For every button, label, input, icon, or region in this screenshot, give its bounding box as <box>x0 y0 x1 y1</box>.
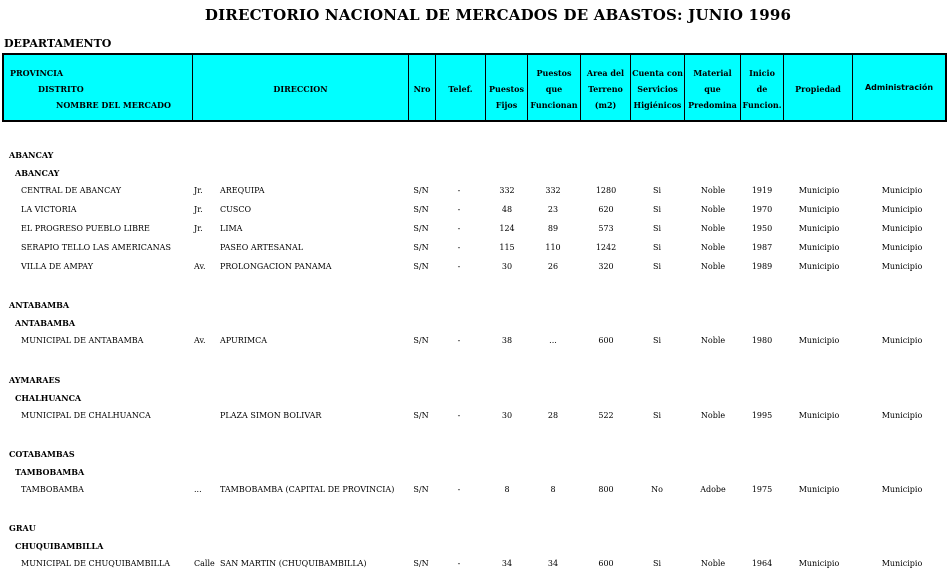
cell-propiedad: Municipio <box>798 262 840 271</box>
cell-inicio: 1964 <box>751 559 773 568</box>
cell-area: 320 <box>598 262 614 271</box>
header-puestos-func-1: Puestos <box>536 68 572 78</box>
cell-nro: S/N <box>413 485 429 494</box>
cell-via: Av. <box>194 336 206 345</box>
cell-telef: - <box>457 411 461 420</box>
cell-serv: Si <box>652 205 662 214</box>
cell-func: 89 <box>547 224 559 233</box>
cell-nro: S/N <box>413 559 429 568</box>
header-propiedad: Propiedad <box>795 84 841 94</box>
cell-fijos: 38 <box>501 336 513 345</box>
header-col-material <box>685 55 741 120</box>
header-puestos-fijos-2: Fijos <box>495 100 518 110</box>
cell-fijos: 124 <box>499 224 515 233</box>
cell-nro: S/N <box>413 336 429 345</box>
header-direccion: DIRECCION <box>273 84 328 94</box>
cell-inicio: 1980 <box>751 336 773 345</box>
cell-admin: Municipio <box>881 411 923 420</box>
cell-func: ... <box>549 336 557 345</box>
cell-admin: Municipio <box>881 262 923 271</box>
table-header <box>2 53 947 122</box>
cell-inicio: 1995 <box>751 411 773 420</box>
header-col-nro <box>409 55 436 120</box>
cell-direccion: PLAZA SIMON BOLIVAR <box>220 411 322 420</box>
table-row <box>0 411 950 425</box>
cell-nombre: MUNICIPAL DE CHALHUANCA <box>21 411 151 420</box>
cell-via: Calle <box>194 559 215 568</box>
header-inicio-2: de <box>756 84 768 94</box>
department-label: DEPARTAMENTO <box>4 37 112 50</box>
cell-admin: Municipio <box>881 205 923 214</box>
cell-material: Noble <box>700 262 726 271</box>
cell-nro: S/N <box>413 262 429 271</box>
cell-admin: Municipio <box>881 243 923 252</box>
cell-func: 34 <box>547 559 559 568</box>
header-col-propiedad <box>784 55 853 120</box>
header-inicio-1: Inicio <box>749 68 775 78</box>
distrito-heading: ANTABAMBA <box>15 318 76 328</box>
header-col-telef <box>436 55 486 120</box>
table-row <box>0 336 950 350</box>
distrito-heading: CHUQUIBAMBILLA <box>15 541 104 551</box>
cell-nombre: TAMBOBAMBA <box>21 485 84 494</box>
cell-nombre: SERAPIO TELLO LAS AMERICANAS <box>21 243 171 252</box>
cell-telef: - <box>457 485 461 494</box>
page-title: DIRECTORIO NACIONAL DE MERCADOS DE ABASTOS: JUNIO 1996 <box>204 6 792 24</box>
header-puestos-func-3: Funcionan <box>530 100 578 110</box>
table-row <box>0 243 950 257</box>
cell-fijos: 30 <box>501 262 513 271</box>
cell-nro: S/N <box>413 224 429 233</box>
header-puestos-fijos-1: Puestos <box>489 84 524 94</box>
cell-inicio: 1919 <box>751 186 773 195</box>
cell-nombre: MUNICIPAL DE CHUQUIBAMBILLA <box>21 559 171 568</box>
cell-inicio: 1970 <box>751 205 773 214</box>
header-col-puestos-fijos <box>486 55 528 120</box>
header-col-inicio <box>741 55 784 120</box>
cell-nombre: VILLA DE AMPAY <box>21 262 94 271</box>
cell-direccion: LIMA <box>220 224 243 233</box>
cell-nro: S/N <box>413 205 429 214</box>
cell-propiedad: Municipio <box>798 559 840 568</box>
cell-area: 522 <box>598 411 614 420</box>
header-nombre: NOMBRE DEL MERCADO <box>56 100 171 110</box>
cell-direccion: PASEO ARTESANAL <box>220 243 304 252</box>
table-row <box>0 262 950 276</box>
header-material-1: Material <box>693 68 732 78</box>
cell-material: Noble <box>700 336 726 345</box>
cell-area: 600 <box>598 336 614 345</box>
cell-area: 800 <box>598 485 614 494</box>
cell-fijos: 115 <box>499 243 515 252</box>
header-material-2: que <box>704 84 721 94</box>
cell-area: 600 <box>598 559 614 568</box>
cell-propiedad: Municipio <box>798 224 840 233</box>
cell-telef: - <box>457 243 461 252</box>
cell-nombre: CENTRAL DE ABANCAY <box>21 186 122 195</box>
cell-serv: Si <box>652 262 662 271</box>
header-area-2: Terreno <box>588 84 623 94</box>
cell-telef: - <box>457 205 461 214</box>
header-col-name <box>4 55 193 120</box>
cell-nombre: MUNICIPAL DE ANTABAMBA <box>21 336 144 345</box>
cell-via: ... <box>194 485 202 494</box>
header-col-servicios <box>631 55 685 120</box>
cell-nro: S/N <box>413 243 429 252</box>
header-telef: Telef. <box>448 84 473 94</box>
header-administracion: Administración <box>864 83 934 92</box>
header-provincia: PROVINCIA <box>10 68 64 78</box>
header-nro: Nro <box>413 84 431 94</box>
cell-func: 8 <box>550 485 556 494</box>
cell-material: Noble <box>700 205 726 214</box>
cell-via: Av. <box>194 262 206 271</box>
cell-fijos: 34 <box>501 559 513 568</box>
header-puestos-func-2: que <box>545 84 563 94</box>
header-servicios-2: Servicios <box>637 84 678 94</box>
distrito-heading: CHALHUANCA <box>15 393 82 403</box>
cell-direccion: CUSCO <box>220 205 252 214</box>
cell-admin: Municipio <box>881 186 923 195</box>
table-row <box>0 205 950 219</box>
cell-fijos: 332 <box>499 186 515 195</box>
table-row <box>0 224 950 238</box>
cell-nombre: LA VICTORIA <box>21 205 77 214</box>
cell-via: Jr. <box>194 224 203 233</box>
distrito-heading: TAMBOBAMBA <box>15 467 85 477</box>
provincia-heading: ABANCAY <box>9 150 54 160</box>
cell-nro: S/N <box>413 411 429 420</box>
cell-material: Adobe <box>700 485 726 494</box>
cell-func: 332 <box>545 186 561 195</box>
cell-admin: Municipio <box>881 336 923 345</box>
cell-propiedad: Municipio <box>798 205 840 214</box>
cell-area: 1280 <box>595 186 617 195</box>
table-row <box>0 485 950 499</box>
header-inicio-3: Funcion. <box>742 100 782 110</box>
cell-area: 1242 <box>595 243 617 252</box>
cell-admin: Municipio <box>881 559 923 568</box>
cell-telef: - <box>457 336 461 345</box>
cell-nombre: EL PROGRESO PUEBLO LIBRE <box>21 224 150 233</box>
header-area-3: (m2) <box>594 100 617 110</box>
cell-area: 620 <box>598 205 614 214</box>
provincia-heading: COTABAMBAS <box>9 449 75 459</box>
cell-area: 573 <box>598 224 614 233</box>
cell-material: Noble <box>700 224 726 233</box>
cell-serv: Si <box>652 336 662 345</box>
cell-admin: Municipio <box>881 485 923 494</box>
cell-propiedad: Municipio <box>798 485 840 494</box>
cell-fijos: 30 <box>501 411 513 420</box>
header-servicios-1: Cuenta con <box>632 68 683 78</box>
cell-propiedad: Municipio <box>798 336 840 345</box>
cell-inicio: 1975 <box>751 485 773 494</box>
cell-inicio: 1987 <box>751 243 773 252</box>
cell-propiedad: Municipio <box>798 411 840 420</box>
header-col-area <box>581 55 631 120</box>
cell-telef: - <box>457 224 461 233</box>
header-col-puestos-func <box>528 55 581 120</box>
cell-material: Noble <box>700 559 726 568</box>
cell-nro: S/N <box>413 186 429 195</box>
provincia-heading: GRAU <box>9 523 36 533</box>
cell-via: Jr. <box>194 205 203 214</box>
cell-telef: - <box>457 559 461 568</box>
cell-telef: - <box>457 262 461 271</box>
cell-serv: Si <box>652 186 662 195</box>
cell-via: Jr. <box>194 186 203 195</box>
cell-serv: No <box>651 485 663 494</box>
cell-telef: - <box>457 186 461 195</box>
header-material-3: Predomina <box>688 100 737 110</box>
cell-material: Noble <box>700 186 726 195</box>
cell-fijos: 8 <box>504 485 510 494</box>
provincia-heading: AYMARAES <box>9 375 61 385</box>
cell-material: Noble <box>700 243 726 252</box>
cell-func: 28 <box>547 411 559 420</box>
cell-func: 110 <box>545 243 561 252</box>
cell-func: 26 <box>547 262 559 271</box>
provincia-heading: ANTABAMBA <box>9 300 70 310</box>
header-col-direccion <box>193 55 409 120</box>
cell-direccion: APURIMCA <box>220 336 268 345</box>
cell-func: 23 <box>547 205 559 214</box>
cell-admin: Municipio <box>881 224 923 233</box>
cell-direccion: SAN MARTIN (CHUQUIBAMBILLA) <box>220 559 367 568</box>
cell-inicio: 1989 <box>751 262 773 271</box>
header-area-1: Area del <box>586 68 625 78</box>
cell-fijos: 48 <box>501 205 513 214</box>
cell-serv: Si <box>652 411 662 420</box>
cell-propiedad: Municipio <box>798 186 840 195</box>
header-distrito: DISTRITO <box>38 84 84 94</box>
cell-direccion: AREQUIPA <box>220 186 265 195</box>
cell-serv: Si <box>652 243 662 252</box>
distrito-heading: ABANCAY <box>15 168 60 178</box>
cell-inicio: 1950 <box>751 224 773 233</box>
header-servicios-3: Higiénicos <box>633 100 682 110</box>
header-col-administracion <box>853 55 945 120</box>
cell-serv: Si <box>652 224 662 233</box>
cell-direccion: PROLONGACION PANAMA <box>220 262 332 271</box>
cell-material: Noble <box>700 411 726 420</box>
cell-direccion: TAMBOBAMBA (CAPITAL DE PROVINCIA) <box>220 485 395 494</box>
table-row <box>0 186 950 200</box>
cell-propiedad: Municipio <box>798 243 840 252</box>
cell-serv: Si <box>652 559 662 568</box>
